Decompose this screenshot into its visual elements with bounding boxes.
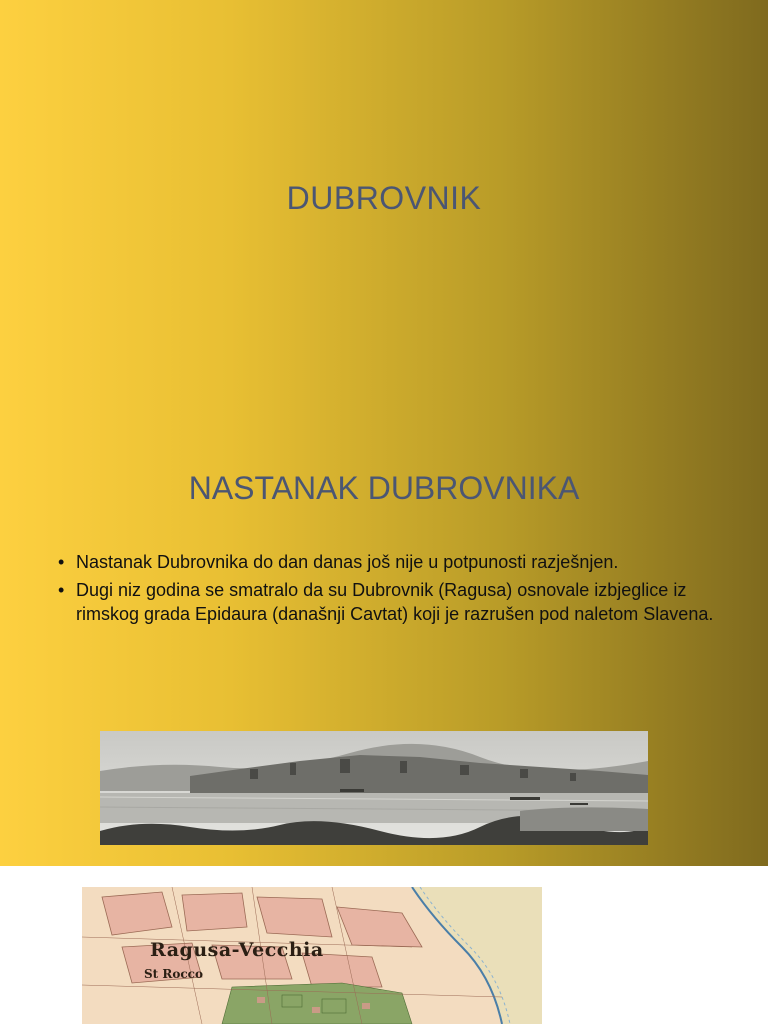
harbor-photo: [100, 731, 648, 845]
section-heading: NASTANAK DUBROVNIKA: [188, 470, 580, 506]
map-label-st-rocco: St Rocco: [144, 967, 203, 981]
historic-map: [82, 887, 542, 1024]
map-section: [0, 866, 768, 1024]
bullet-item: • Dugi niz godina se smatralo da su Dubrovnik (Ragusa) osnovale izbjeglice iz rimskog grada Epidaura (današnji Cavtat) koji je razrušen pod naletom Slavena.: [58, 578, 738, 626]
bullet-item: • Nastanak Dubrovnika do dan danas još nije u potpunosti razješnjen.: [58, 550, 738, 574]
bullet-list: [58, 550, 738, 630]
map-label-ragusa-vecchia: Ragusa-Vecchia: [150, 939, 324, 961]
slide-title: DUBROVNIK: [286, 180, 482, 216]
harbor-photo-drawing: [100, 731, 648, 845]
